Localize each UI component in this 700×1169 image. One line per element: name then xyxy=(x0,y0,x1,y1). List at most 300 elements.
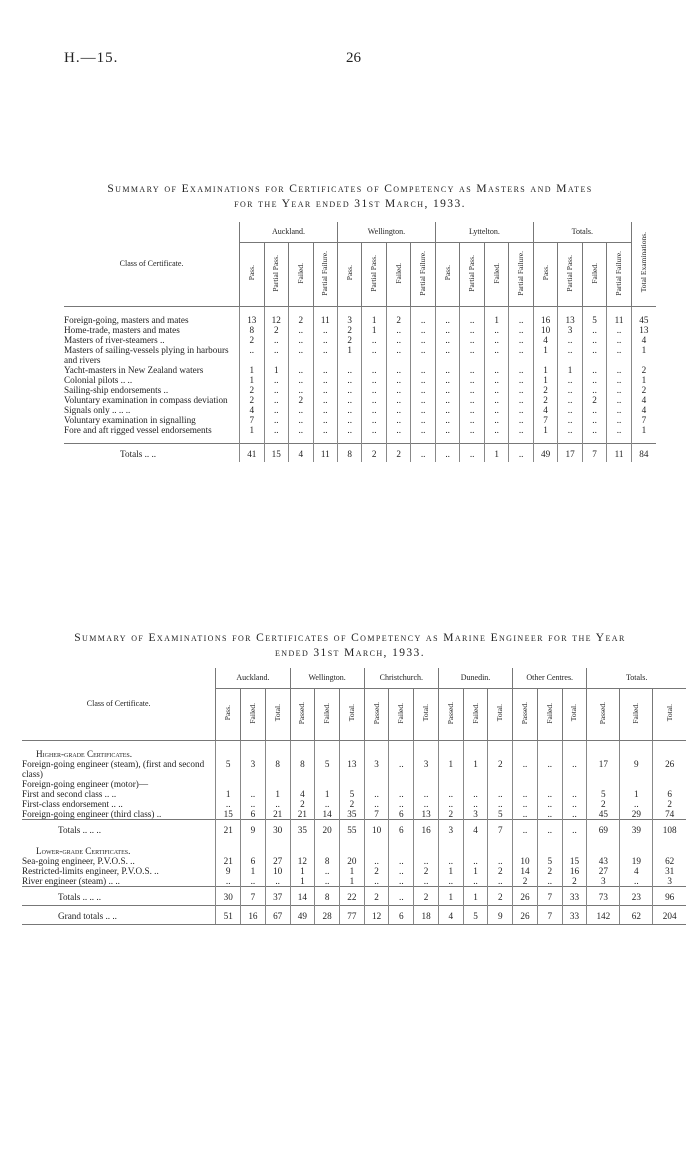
cell-value: .. xyxy=(362,425,386,435)
cell-value: .. xyxy=(264,335,288,345)
cell-value: 1 xyxy=(463,759,488,779)
cell-value: 41 xyxy=(240,444,264,463)
cell-value: .. xyxy=(389,876,414,887)
cell-value: 2 xyxy=(264,325,288,335)
cell-value: .. xyxy=(607,325,631,335)
cell-value: .. xyxy=(513,820,538,839)
column-header xyxy=(435,243,459,307)
cell-value: .. xyxy=(362,395,386,405)
spacer xyxy=(364,741,389,750)
cell-value: .. xyxy=(582,325,606,335)
cell-value: 31 xyxy=(653,866,686,876)
column-header-label: Total. xyxy=(569,704,579,722)
group-wellington: Wellington. xyxy=(337,222,435,243)
cell-value: 2 xyxy=(631,365,656,375)
spacer xyxy=(460,307,484,316)
cell-value: .. xyxy=(414,856,439,866)
cell-value: 7 xyxy=(537,906,562,925)
spacer xyxy=(315,749,340,759)
cell-value: 30 xyxy=(265,820,290,839)
cell-value: .. xyxy=(607,415,631,425)
cell-value: .. xyxy=(265,876,290,887)
spacer xyxy=(587,846,620,856)
cell-value: .. xyxy=(435,425,459,435)
masters-table xyxy=(64,222,656,462)
cell-value: .. xyxy=(484,395,508,405)
column-header-label: Partial Failure. xyxy=(614,250,624,296)
spacer xyxy=(513,749,538,759)
spacer xyxy=(64,307,240,316)
spacer xyxy=(389,749,414,759)
cell-value xyxy=(463,779,488,789)
cell-value: 13 xyxy=(240,315,264,325)
spacer xyxy=(362,307,386,316)
column-header-label: Passed. xyxy=(520,701,529,725)
cell-value: .. xyxy=(582,405,606,415)
table-row xyxy=(64,325,656,335)
spacer xyxy=(241,741,266,750)
column-header-label: Failed. xyxy=(247,702,257,724)
column-header-label: Total. xyxy=(495,704,505,722)
cell-value: 21 xyxy=(216,856,241,866)
cell-value: 4 xyxy=(533,405,557,415)
cell-value: .. xyxy=(337,365,361,375)
cell-value: 12 xyxy=(364,906,389,925)
cell-value: 6 xyxy=(241,809,266,820)
cell-value: 1 xyxy=(337,345,361,365)
cell-value: .. xyxy=(411,415,435,425)
cell-value: .. xyxy=(389,856,414,866)
spacer xyxy=(340,846,365,856)
cell-value: 2 xyxy=(488,759,513,779)
spacer xyxy=(364,749,389,759)
table-row xyxy=(22,759,686,779)
cell-value: .. xyxy=(460,385,484,395)
cell-value: .. xyxy=(435,385,459,395)
spacer xyxy=(435,307,459,316)
cell-value: 12 xyxy=(264,315,288,325)
spacer xyxy=(587,749,620,759)
cell-value: .. xyxy=(435,325,459,335)
cell-value: 2 xyxy=(488,887,513,906)
cell-value: 6 xyxy=(389,820,414,839)
cell-value: 1 xyxy=(264,365,288,375)
cell-value: 17 xyxy=(587,759,620,779)
spacer-row xyxy=(22,838,686,846)
cell-value xyxy=(653,779,686,789)
cell-value: .. xyxy=(537,759,562,779)
spacer xyxy=(389,838,414,846)
spacer xyxy=(537,741,562,750)
cell-value: 3 xyxy=(241,759,266,779)
cell-value: 1 xyxy=(631,345,656,365)
cell-value: .. xyxy=(582,365,606,375)
cell-value: 5 xyxy=(537,856,562,866)
cell-value xyxy=(216,779,241,789)
cell-value: .. xyxy=(558,395,582,405)
cell-value: .. xyxy=(460,365,484,375)
cell-value: .. xyxy=(537,876,562,887)
cell-value: .. xyxy=(435,444,459,463)
group-auckland: Auckland. xyxy=(216,668,290,689)
spacer xyxy=(587,838,620,846)
cell-value: 2 xyxy=(240,385,264,395)
column-header xyxy=(337,243,361,307)
cell-value: .. xyxy=(264,385,288,395)
cell-value: 2 xyxy=(386,315,410,325)
column-header xyxy=(484,243,508,307)
cell-value: .. xyxy=(386,345,410,365)
cell-value: .. xyxy=(241,876,266,887)
row-label: Totals .. .. xyxy=(64,444,240,463)
cell-value: 14 xyxy=(315,809,340,820)
cell-value: .. xyxy=(509,325,533,335)
cell-value xyxy=(587,779,620,789)
column-header xyxy=(488,689,513,741)
cell-value: 13 xyxy=(631,325,656,335)
cell-value: .. xyxy=(513,809,538,820)
spacer xyxy=(265,846,290,856)
column-header-label: Pass. xyxy=(246,265,256,281)
column-header-label: Partial Pass. xyxy=(467,254,477,292)
column-header xyxy=(463,689,488,741)
column-header xyxy=(313,243,337,307)
cell-value: .. xyxy=(582,385,606,395)
spacer xyxy=(386,435,410,444)
cell-value: .. xyxy=(313,365,337,375)
cell-value: .. xyxy=(435,365,459,375)
cell-value: .. xyxy=(362,405,386,415)
cell-value: 7 xyxy=(241,887,266,906)
cell-value: 1 xyxy=(216,789,241,799)
cell-value: .. xyxy=(607,385,631,395)
cell-value: .. xyxy=(484,365,508,375)
cell-value: .. xyxy=(463,799,488,809)
cell-value: 1 xyxy=(290,866,315,876)
cell-value: .. xyxy=(607,425,631,435)
cell-value: .. xyxy=(264,425,288,435)
row-label: Grand totals .. .. xyxy=(22,906,216,925)
cell-value: 11 xyxy=(313,315,337,325)
cell-value: 3 xyxy=(653,876,686,887)
spacer xyxy=(340,749,365,759)
spacer xyxy=(64,435,240,444)
row-label: Masters of river-steamers .. xyxy=(64,335,165,345)
spacer xyxy=(620,749,653,759)
column-header-label: Partial Failure. xyxy=(516,250,526,296)
engineers-title-line2: ended 31st March, 1933. xyxy=(275,647,425,659)
column-header xyxy=(582,243,606,307)
cell-value: .. xyxy=(389,789,414,799)
cell-value: 13 xyxy=(558,315,582,325)
cell-value: 2 xyxy=(537,866,562,876)
spacer xyxy=(389,741,414,750)
spacer xyxy=(484,307,508,316)
engineers-title-line1: Summary of Examinations for Certificates of Competency as Marine Engineer for the Year xyxy=(74,632,626,644)
cell-value: .. xyxy=(289,325,313,335)
cell-value: 5 xyxy=(582,315,606,325)
cell-value: .. xyxy=(313,335,337,345)
spacer xyxy=(386,307,410,316)
cell-value xyxy=(562,779,587,789)
cell-value: .. xyxy=(313,375,337,385)
cell-value: 6 xyxy=(241,856,266,866)
spacer xyxy=(22,838,216,846)
cell-value: 2 xyxy=(582,395,606,405)
cell-value: 16 xyxy=(562,866,587,876)
spacer xyxy=(241,846,266,856)
column-header-label: Passed. xyxy=(598,701,608,725)
spacer xyxy=(290,741,315,750)
cell-value: 1 xyxy=(558,365,582,375)
cell-value: .. xyxy=(411,425,435,435)
cell-value: .. xyxy=(386,365,410,375)
cell-value: 1 xyxy=(362,315,386,325)
table-row xyxy=(22,799,686,809)
cell-value: .. xyxy=(386,385,410,395)
cell-value: .. xyxy=(435,375,459,385)
cell-value: .. xyxy=(289,425,313,435)
column-header-label: Total. xyxy=(421,704,431,722)
cell-value: 17 xyxy=(558,444,582,463)
cell-value: 5 xyxy=(216,759,241,779)
cell-value: 5 xyxy=(315,759,340,779)
row-label: Foreign-going engineer (third class) .. xyxy=(22,809,162,819)
row-label: Signals only .. .. .. xyxy=(64,405,131,415)
column-header xyxy=(364,689,389,741)
cell-value: 21 xyxy=(265,809,290,820)
cell-value: 8 xyxy=(290,759,315,779)
cell-value: .. xyxy=(558,415,582,425)
cell-value: .. xyxy=(460,325,484,335)
cell-value: .. xyxy=(337,385,361,395)
cell-value xyxy=(340,779,365,789)
cell-value: 96 xyxy=(653,887,686,906)
cell-value: 1 xyxy=(484,315,508,325)
cell-value: 2 xyxy=(488,866,513,876)
cell-value: 12 xyxy=(290,856,315,866)
cell-value: .. xyxy=(460,345,484,365)
spacer xyxy=(463,838,488,846)
spacer xyxy=(620,846,653,856)
cell-value xyxy=(265,779,290,789)
cell-value: .. xyxy=(435,415,459,425)
cell-value: .. xyxy=(438,856,463,866)
cell-value: .. xyxy=(313,425,337,435)
column-header-label: Pass. xyxy=(223,705,233,721)
total-exams-header: Total Examinations. xyxy=(631,222,656,307)
cell-value: 35 xyxy=(340,809,365,820)
column-header xyxy=(513,689,538,741)
cell-value: 16 xyxy=(533,315,557,325)
group-auckland: Auckland. xyxy=(240,222,338,243)
cell-value: .. xyxy=(488,789,513,799)
cell-value: .. xyxy=(558,345,582,365)
cell-value: .. xyxy=(411,325,435,335)
spacer xyxy=(411,307,435,316)
cell-value: 45 xyxy=(631,315,656,325)
row-label: Sea-going engineer, P.V.O.S. .. xyxy=(22,856,135,866)
row-label: Foreign-going engineer (motor)— xyxy=(22,779,149,789)
cell-value: .. xyxy=(558,405,582,415)
column-header xyxy=(241,689,266,741)
column-header-label: Failed. xyxy=(631,702,641,724)
cell-value: .. xyxy=(362,375,386,385)
cell-value: .. xyxy=(513,799,538,809)
cell-value xyxy=(290,779,315,789)
cell-value: .. xyxy=(362,385,386,395)
cell-value: 2 xyxy=(533,395,557,405)
spacer xyxy=(509,435,533,444)
cell-value: .. xyxy=(509,444,533,463)
cell-value: .. xyxy=(411,315,435,325)
cell-value: 1 xyxy=(620,789,653,799)
cell-value: .. xyxy=(463,856,488,866)
cell-value: .. xyxy=(537,799,562,809)
cell-value xyxy=(620,779,653,789)
spacer xyxy=(241,749,266,759)
cell-value: 1 xyxy=(265,789,290,799)
spacer xyxy=(264,435,288,444)
cell-value: .. xyxy=(386,395,410,405)
spacer xyxy=(653,846,686,856)
column-header-label: Failed. xyxy=(322,702,332,724)
cell-value: .. xyxy=(537,820,562,839)
cell-value: .. xyxy=(484,335,508,345)
cell-value: 8 xyxy=(315,856,340,866)
cell-value: 8 xyxy=(315,887,340,906)
cell-value: 2 xyxy=(364,866,389,876)
cell-value: .. xyxy=(509,405,533,415)
cell-value: .. xyxy=(289,365,313,375)
spacer xyxy=(438,749,463,759)
column-header-label: Passed. xyxy=(445,701,455,725)
cell-value: 6 xyxy=(653,789,686,799)
column-header-label: Total. xyxy=(346,704,356,722)
cell-value: .. xyxy=(362,415,386,425)
cell-value: .. xyxy=(289,335,313,345)
cell-value: 5 xyxy=(463,906,488,925)
cell-value: .. xyxy=(607,335,631,345)
cell-value: .. xyxy=(313,325,337,335)
cell-value: 3 xyxy=(337,315,361,325)
cell-value: .. xyxy=(313,415,337,425)
cell-value: .. xyxy=(386,325,410,335)
row-label: Sailing-ship endorsements .. xyxy=(64,385,169,395)
spacer xyxy=(289,435,313,444)
cell-value: .. xyxy=(411,444,435,463)
cell-value: .. xyxy=(386,425,410,435)
spacer xyxy=(216,838,241,846)
cell-value: 7 xyxy=(537,887,562,906)
spacer xyxy=(484,435,508,444)
table-row xyxy=(64,375,656,385)
cell-value: 55 xyxy=(340,820,365,839)
cell-value: 7 xyxy=(631,415,656,425)
table-row xyxy=(22,856,686,866)
spacer xyxy=(337,435,361,444)
column-header-label: Partial Failure. xyxy=(320,250,330,296)
column-header xyxy=(587,689,620,741)
column-header xyxy=(265,689,290,741)
spacer xyxy=(241,838,266,846)
cell-value: .. xyxy=(411,335,435,345)
table-row xyxy=(64,365,656,375)
column-header-label: Failed. xyxy=(396,702,406,724)
row-label: First-class endorsement .. .. xyxy=(22,799,123,809)
table-row xyxy=(22,809,686,820)
engineers-title xyxy=(0,631,700,661)
table-row xyxy=(64,315,656,325)
cell-value: 62 xyxy=(653,856,686,866)
spacer xyxy=(414,838,439,846)
cell-value: 10 xyxy=(513,856,538,866)
row-label: Totals .. .. .. xyxy=(22,820,216,839)
spacer xyxy=(513,846,538,856)
cell-value: .. xyxy=(241,799,266,809)
cell-value: 2 xyxy=(289,395,313,405)
cell-value: 35 xyxy=(290,820,315,839)
spacer xyxy=(620,741,653,750)
cell-value: 2 xyxy=(340,799,365,809)
cell-value: .. xyxy=(513,759,538,779)
group-dunedin: Dunedin. xyxy=(438,668,512,689)
cell-value: 26 xyxy=(513,906,538,925)
spacer-row xyxy=(64,435,656,444)
spacer xyxy=(631,307,656,316)
row-label: Home-trade, masters and mates xyxy=(64,325,180,335)
cell-value: .. xyxy=(337,425,361,435)
cell-value: 20 xyxy=(315,820,340,839)
cell-value xyxy=(241,779,266,789)
cell-value: .. xyxy=(240,345,264,365)
spacer xyxy=(537,749,562,759)
cell-value: 13 xyxy=(340,759,365,779)
cell-value: .. xyxy=(337,375,361,385)
spacer xyxy=(240,435,264,444)
cell-value: 2 xyxy=(631,385,656,395)
spacer xyxy=(22,741,216,750)
cell-value: 1 xyxy=(240,365,264,375)
spacer xyxy=(582,435,606,444)
cell-value: .. xyxy=(607,395,631,405)
cell-value: .. xyxy=(313,395,337,405)
spacer xyxy=(631,435,656,444)
cell-value: 45 xyxy=(587,809,620,820)
column-header xyxy=(290,689,315,741)
spacer xyxy=(265,838,290,846)
cell-value: .. xyxy=(389,887,414,906)
table-row xyxy=(22,820,686,839)
spacer xyxy=(463,749,488,759)
cell-value: .. xyxy=(411,405,435,415)
cell-value: .. xyxy=(411,345,435,365)
cell-value: 3 xyxy=(463,809,488,820)
cell-value: .. xyxy=(620,876,653,887)
spacer xyxy=(460,435,484,444)
spacer xyxy=(537,838,562,846)
cell-value: 4 xyxy=(533,335,557,345)
group-lyttelton: Lyttelton. xyxy=(435,222,533,243)
cell-value: .. xyxy=(414,789,439,799)
cell-value: 1 xyxy=(438,866,463,876)
cell-value: 2 xyxy=(653,799,686,809)
cell-value: .. xyxy=(509,415,533,425)
cell-value: .. xyxy=(537,809,562,820)
column-header xyxy=(562,689,587,741)
row-label: River engineer (steam) .. .. xyxy=(22,876,120,886)
cell-value: .. xyxy=(509,315,533,325)
